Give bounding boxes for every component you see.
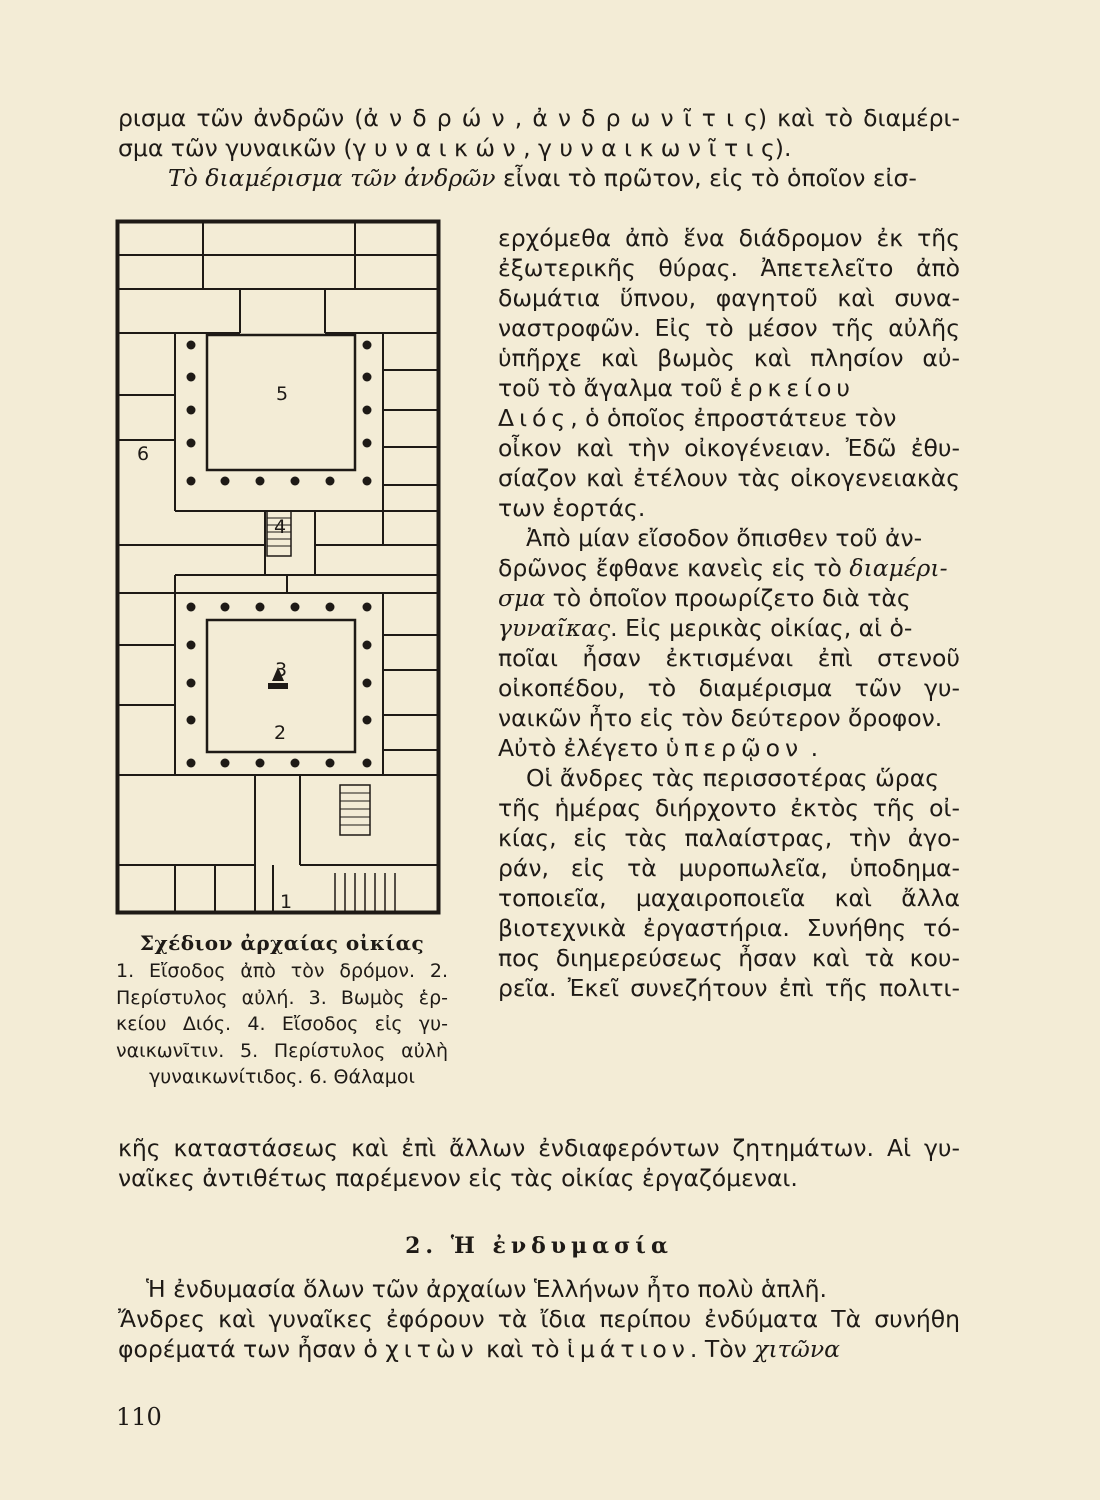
text-line: Ἄνδρες καὶ γυναῖκες ἐφόρουν τὰ ἴδια περίπου ἐνδύματα Τὰ συνήθη <box>118 1305 960 1333</box>
text-line: τοποιεῖα, μαχαιροποιεῖα καὶ ἄλλα <box>498 884 960 912</box>
plan-label-2: 2 <box>274 722 287 744</box>
text-line: ερχόμεθα ἀπὸ ἕνα διάδρομον ἐκ τῆς <box>498 224 960 252</box>
text-fragment: . Εἰς μερικὰς οἰκίας, αἱ ὁ- <box>610 614 913 642</box>
spaced-term: Διός <box>498 404 571 432</box>
text-line <box>498 403 960 433</box>
italic-term: διαμέρι- <box>849 554 948 582</box>
italic-term: χιτῶνα <box>754 1335 840 1363</box>
plan-label-3: 3 <box>275 659 288 681</box>
caption-line: γυναικωνίτιδος. 6. Θάλαμοι <box>149 1066 415 1088</box>
text-fragment: εἶναι τὸ πρῶτον, εἰς τὸ ὁποῖον εἰσ- <box>495 164 917 192</box>
text-line: βιοτεχνικὰ ἐργαστήρια. Συνήθης τό- <box>498 914 960 942</box>
right-column-text <box>498 223 960 1003</box>
text-line: πος διημερεύσεως ἦσαν καὶ τὰ κου- <box>498 944 960 972</box>
closing-paragraph <box>118 1133 960 1193</box>
text-line <box>498 613 960 643</box>
text-fragment: τοῦ τὸ ἄγαλμα τοῦ <box>498 374 730 402</box>
text-line <box>118 163 960 193</box>
text-line <box>498 373 960 403</box>
text-line: Ἡ ἐνδυμασία ὅλων τῶν ἀρχαίων Ἑλλήνων ἦτο πολὺ ἁπλῆ. <box>146 1275 827 1303</box>
caption-line: κείου Διός. 4. Εἴσοδος εἰς γυ- <box>116 1013 448 1035</box>
text-line: δωμάτια ὕπνου, φαγητοῦ καὶ συνα- <box>498 284 960 312</box>
spaced-term: ἑρκείου <box>729 374 855 402</box>
house-floor-plan <box>115 215 443 917</box>
text-line: ναικῶν ἦτο εἰς τὸν δεύτερον ὄροφον. <box>498 704 943 732</box>
text-line: Οἱ ἄνδρες τὰς περισσοτέρας ὥρας <box>526 764 939 792</box>
plan-label-4: 4 <box>274 516 287 538</box>
text-line: κῆς καταστάσεως καὶ ἐπὶ ἄλλων ἐνδιαφερόντων ζητημάτων. Αἱ γυ- <box>118 1134 960 1162</box>
spaced-term: χιτὼν <box>385 1335 479 1363</box>
outer-wall <box>117 221 439 913</box>
spaced-term: ἱμάτιον <box>566 1335 690 1363</box>
plan-label-6: 6 <box>137 443 150 465</box>
text-fragment: , ὁ ὁποῖος ἐπροστάτευε τὸν <box>570 404 897 432</box>
text-fragment: . Τὸν <box>689 1335 755 1363</box>
section-paragraph <box>118 1274 960 1364</box>
text-line: σμα τῶν γυναικῶν (γ υ ν α ι κ ώ ν , γ υ ν α ι κ ω ν ῖ τ ι ς). <box>118 134 792 162</box>
text-line <box>498 553 960 583</box>
text-fragment: φορέματά των ἦσαν ὁ <box>118 1335 386 1363</box>
spaced-term: ὑπερῷον <box>665 734 804 762</box>
text-line: ποῖαι ἦσαν ἐκτισμέναι ἐπὶ στενοῦ <box>498 644 960 672</box>
text-line: ναστροφῶν. Εἰς τὸ μέσον τῆς αὐλῆς <box>498 314 960 342</box>
text-line: Αὐτὸ ἐλέγετο ὑπερῷον . <box>498 734 819 762</box>
text-line <box>498 583 960 613</box>
figure-caption <box>116 930 448 1091</box>
italic-term: σμα <box>498 584 546 612</box>
text-line: οἶκον καὶ τὴν οἰκογένειαν. Ἐδῶ ἐθυ- <box>498 434 960 462</box>
text-line: ρεῖα. Ἐκεῖ συνεζήτουν ἐπὶ τῆς πολιτι- <box>498 974 960 1002</box>
text-fragment: δρῶνος ἔφθανε κανεὶς εἰς τὸ <box>498 554 850 582</box>
text-line: Ἀπὸ μίαν εἴσοδον ὄπισθεν τοῦ ἀν- <box>526 524 923 552</box>
plan-label-5: 5 <box>276 383 289 405</box>
caption-line: Περίστυλος αὐλή. 3. Βωμὸς ἑρ- <box>116 986 448 1009</box>
plan-label-1: 1 <box>280 891 293 913</box>
text-line: ρισμα τῶν ἀνδρῶν (ἀ ν δ ρ ώ ν , ἀ ν δ ρ ω ν ῖ τ ι ς) καὶ τὸ διαμέρι- <box>118 104 960 132</box>
text-line: σίαζον καὶ ἐτέλουν τὰς οἰκογενειακὰς <box>498 464 960 492</box>
caption-title: Σχέδιον ἀρχαίας οἰκίας <box>139 931 425 955</box>
text-line: οἰκοπέδου, τὸ διαμέρισμα τῶν γυ- <box>498 674 960 702</box>
text-line: ναῖκες ἀντιθέτως παρέμενον εἰς τὰς οἰκίας ἐργαζόμεναι. <box>118 1164 798 1192</box>
page-number: 110 <box>116 1403 162 1431</box>
text-fragment: καὶ τὸ <box>478 1335 567 1363</box>
text-line: ράν, εἰς τὰ μυροπωλεῖα, ὑποδημα- <box>498 854 960 882</box>
italic-term: γυναῖκας <box>498 614 611 642</box>
text-line: των ἑορτάς. <box>498 494 646 522</box>
text-line: ὑπῆρχε καὶ βωμὸς καὶ πλησίον αὐ- <box>498 344 960 372</box>
section-heading: 2. Ἡ ἐνδυμασία <box>405 1233 673 1259</box>
opening-paragraph <box>118 103 960 193</box>
text-line: κίας, εἰς τὰς παλαίστρας, τὴν ἀγο- <box>498 824 960 852</box>
text-line: ἐξωτερικῆς θύρας. Ἀπετελεῖτο ἀπὸ <box>498 254 960 282</box>
text-fragment: Αὐτὸ ἐλέγετο <box>498 734 666 762</box>
text-fragment: τὸ ὁποῖον προωρίζετο διὰ τὰς <box>545 584 911 612</box>
caption-line: ναικωνῖτιν. 5. Περίστυλος αὐλὴ <box>116 1039 448 1062</box>
text-line: τῆς ἡμέρας διήρχοντο ἐκτὸς τῆς οἰ- <box>498 794 960 822</box>
italic-term: Τὸ διαμέρισμα τῶν ἀνδρῶν <box>168 164 496 192</box>
text-line <box>118 1334 960 1364</box>
caption-line: 1. Εἴσοδος ἀπὸ τὸν δρόμον. 2. <box>116 960 448 982</box>
